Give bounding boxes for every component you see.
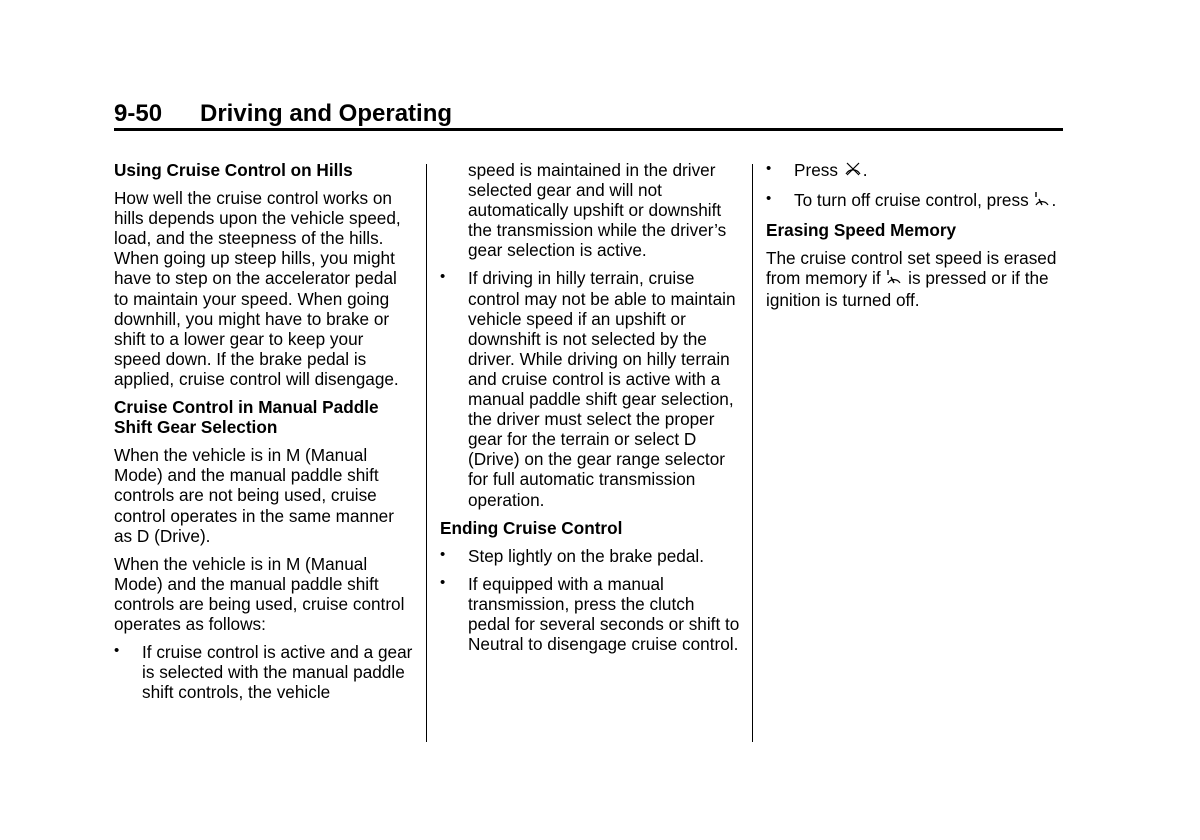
punctuation: . [862, 160, 868, 180]
bullet: • [114, 642, 120, 660]
bullet-list [440, 268, 740, 509]
list-item-text: Press [794, 160, 838, 180]
heading-erasing: Erasing Speed Memory [766, 220, 957, 241]
paragraph: How well the cruise control works on hills depends upon the vehicle speed, load, and the steepness of the hills. When going up steep hills, you might have to step on the accelerator pedal to maintain your speed. When going downhill, you might have to brake or shift to a lower gear to keep your speed down. If the brake pedal is applied, cruise control will disengage. [114, 188, 401, 389]
bullet-list [114, 642, 414, 702]
list-item [114, 642, 414, 702]
bullet: • [440, 573, 446, 591]
list-item-continuation: speed is maintained in the driver selected gear and will not automatically upshift or downshift the transmission while the driver’s gear selection is active. [468, 160, 727, 261]
bullet-list [766, 160, 1066, 212]
header-rule [114, 128, 1063, 131]
page-header [114, 100, 1063, 130]
cruise-on-off-icon [1033, 190, 1051, 212]
paragraph-text: The cruise control set speed is erased from memory if [766, 248, 1057, 289]
cruise-cancel-icon [843, 160, 863, 182]
paragraph: When the vehicle is in M (Manual Mode) and the manual paddle shift controls are being used, cruise control operates as follows: [114, 553, 405, 634]
list-item-text: If equipped with a manual transmission, press the clutch pedal for several seconds or shift to Neutral to disengage cruise control. [468, 573, 740, 655]
paragraph [766, 248, 1066, 310]
list-item-text: Step lightly on the brake pedal. [468, 545, 705, 566]
punctuation: . [1051, 190, 1057, 211]
bullet: • [766, 160, 772, 177]
bullet: • [440, 268, 446, 286]
list-item [766, 190, 1066, 212]
paragraph-text: is pressed or if the ignition is turned off. [766, 268, 1049, 311]
heading-ending: Ending Cruise Control [440, 517, 623, 538]
paragraph: When the vehicle is in M (Manual Mode) and the manual paddle shift controls are not being used, cruise control operates in the same manner as D (Drive). [114, 445, 394, 546]
section-title: Driving and Operating [200, 100, 453, 127]
column-divider [426, 164, 427, 742]
list-item-text: If cruise control is active and a gear is selected with the manual paddle shift controls, the vehicle [142, 642, 413, 703]
page-number: 9-50 [114, 100, 163, 127]
cruise-on-off-icon [885, 268, 903, 290]
list-item-text: To turn off cruise control, press [794, 190, 1029, 211]
list-item [440, 574, 740, 654]
column-3 [766, 160, 1066, 319]
column-1 [114, 160, 414, 710]
list-item [766, 160, 1066, 182]
heading-hills: Using Cruise Control on Hills [114, 160, 353, 180]
bullet: • [440, 545, 446, 563]
list-item-text: If driving in hilly terrain, cruise control may not be able to maintain vehicle speed if an upshift or downshift is not selected by the driver. While driving on hilly terrain and cruise control is active with a manual paddle shift gear selection, the driver must select the proper gear for the terrain or select D (Drive) on the gear range selector for full automatic transmission operation. [468, 268, 736, 510]
bullet-list [440, 546, 740, 654]
column-2 [440, 160, 740, 662]
list-item [440, 268, 740, 509]
bullet: • [766, 190, 772, 208]
column-divider [752, 164, 753, 742]
list-item [440, 546, 740, 566]
heading-paddle-shift: Cruise Control in Manual Paddle Shift Gear Selection [114, 397, 379, 438]
